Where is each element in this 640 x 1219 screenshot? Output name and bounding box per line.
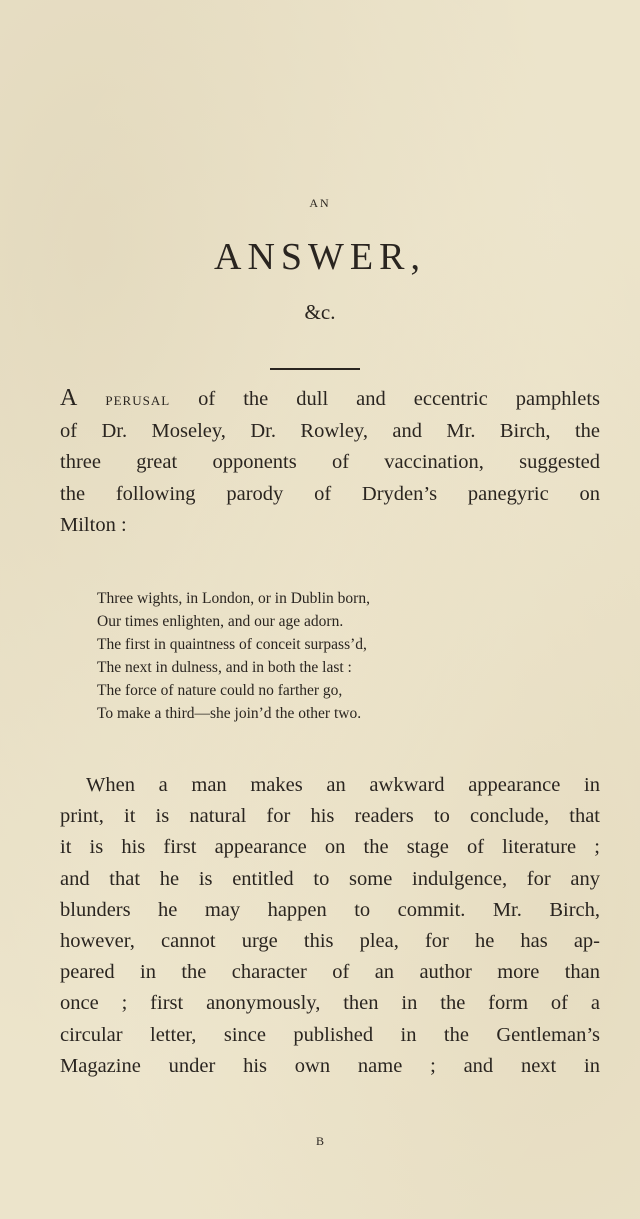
verse-line: To make a third—she join’d the other two. <box>97 705 362 722</box>
paragraph-main-line: When a man makes an awkward appearance in <box>86 774 600 796</box>
paragraph-intro <box>60 383 600 541</box>
paragraph-intro-line-1 <box>60 383 600 416</box>
paragraph-intro-line-5: Milton : <box>60 513 127 536</box>
paragraph-main <box>60 770 600 1082</box>
verse-line: The force of nature could no farther go, <box>97 682 343 699</box>
paragraph-intro-line-2: of Dr. Moseley, Dr. Rowley, and Mr. Birch, the <box>60 420 600 443</box>
header-answer: ANSWER, <box>214 236 426 278</box>
line-1-rest: of the dull and eccentric pamphlets <box>170 388 601 410</box>
verse-line: The first in quaintness of conceit surpass’d, <box>97 636 367 653</box>
paragraph-main-line: once ; first anonymously, then in the form of a <box>60 992 600 1015</box>
paragraph-main-line: however, cannot urge this plea, for he has ap- <box>60 930 600 953</box>
paragraph-main-line: and that he is entitled to some indulgence, for any <box>60 867 600 890</box>
paragraph-main-line: blunders he may happen to commit. Mr. Birch, <box>60 898 600 921</box>
paragraph-main-line: circular letter, since published in the Gentleman’s <box>60 1023 600 1046</box>
paragraph-intro-line-4: the following parody of Dryden’s panegyric on <box>60 482 600 505</box>
paragraph-main-line: peared in the character of an author more than <box>60 961 600 984</box>
smallcaps-word: PERUSAL <box>105 393 171 408</box>
paragraph-main-line: print, it is natural for his readers to conclude, that <box>60 805 600 828</box>
header-rule <box>270 368 360 370</box>
paragraph-main-line: Magazine under his own name ; and next in <box>60 1054 600 1077</box>
verse-line: Three wights, in London, or in Dublin born, <box>97 590 370 607</box>
header-an: AN <box>309 196 331 210</box>
verse-block <box>97 587 517 725</box>
paragraph-intro-line-3: three great opponents of vaccination, suggested <box>60 451 600 474</box>
initial-letter: A <box>60 385 78 411</box>
verse-line: Our times enlighten, and our age adorn. <box>97 613 344 630</box>
verse-line: The next in dulness, and in both the last : <box>97 659 352 676</box>
signature-mark: B <box>315 1134 324 1148</box>
header-etc: &c. <box>304 300 336 324</box>
paragraph-main-line: it is his first appearance on the stage of literature ; <box>60 836 600 859</box>
